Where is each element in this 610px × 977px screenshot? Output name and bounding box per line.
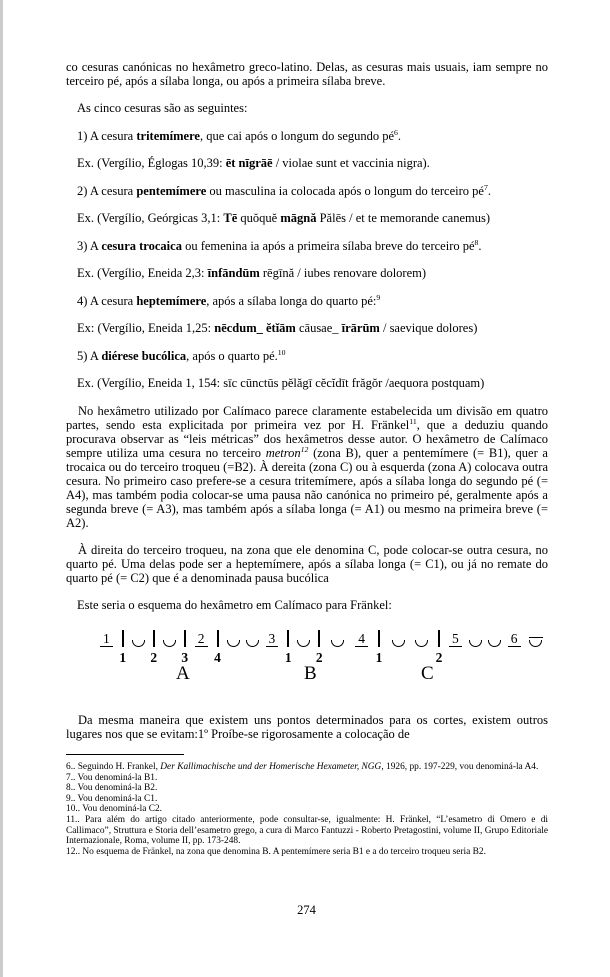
breve-mark xyxy=(331,640,344,647)
breve-mark xyxy=(392,640,405,647)
breve-mark xyxy=(469,640,482,647)
scheme-zone-letters xyxy=(96,663,548,693)
footnote xyxy=(66,783,548,794)
text-run: , após o quarto pé. xyxy=(186,348,278,363)
breve-glyph xyxy=(331,640,344,647)
text-run: Ex. (Vergílio, Eneida 1, 154: sīc cūnctūs pĕlăgī cĕcĭdīt frăgŏr /aequora postquam) xyxy=(77,376,485,390)
foot-number xyxy=(355,632,368,647)
bar-glyph xyxy=(184,630,186,647)
footnote xyxy=(66,847,548,858)
paragraph xyxy=(66,598,548,612)
text-run: diérese bucólica xyxy=(101,348,187,363)
position-number: 1 xyxy=(284,650,292,665)
text-run: Tē xyxy=(223,211,238,225)
text-run: Da mesma maneira que existem uns pontos determinados para os cortes, existem outros lugares nos que se evitam:1º Proíbe-se rigorosamente a colocação de xyxy=(66,713,548,741)
text-run: , que a deduziu quando procurava observar as “leis métricas” dos hexâmetros desse autor. O hexâmetro de Calímaco sempre utiliza uma cesura no terceiro xyxy=(66,417,549,460)
foot-number-text: 2 xyxy=(195,632,208,647)
text-run: No hexâmetro utilizado por Calímaco parece claramente estabelecida um divisão em quatro partes, sendo esta explicitada por primeira vez por H. Fränkel xyxy=(66,403,548,432)
text-run: Ex: (Vergílio, Eneida 1,25: xyxy=(77,321,215,335)
bar-glyph xyxy=(378,630,380,647)
text-run: māgnă xyxy=(280,211,317,225)
breve-mark xyxy=(132,640,145,647)
breve-mark xyxy=(415,640,428,647)
footnote-separator xyxy=(66,754,184,755)
text-run: īrārūm xyxy=(341,321,380,335)
paragraph xyxy=(66,294,548,308)
caesura-bar xyxy=(284,630,292,665)
paragraph xyxy=(66,266,548,280)
text-run: 11 xyxy=(409,416,417,426)
paragraph xyxy=(66,156,548,170)
caesura-bar xyxy=(214,630,221,665)
paragraph xyxy=(66,543,548,585)
bar-glyph xyxy=(153,630,155,647)
footnotes xyxy=(66,762,548,857)
macron-glyph xyxy=(529,637,543,638)
position-number: 3 xyxy=(181,650,189,665)
breve-mark xyxy=(297,640,310,647)
text-run: Pălēs / et te memorande canemus) xyxy=(316,211,491,225)
text-run: (zona B), quer a pentemímere (= B1), quer a trocaica ou do terceiro troqueu (=B2). À dereita (zona C) ou à esquerda (zona A) colocava outra cesura. No primeiro caso prefere-se a cesura tritemímere, após a sílaba longa do segundo pé (= A4), mas também podia colocar-se uma pausa não canónica no primeiro pé, geralmente após a segunda breve (= A3), mas também após a sílaba longa (= A1) ou mesmo na primeira breve (= A2). xyxy=(66,445,548,530)
text-run: 3) A xyxy=(77,238,102,253)
foot-number xyxy=(266,632,279,647)
breve-glyph xyxy=(297,640,310,647)
caesura-bar xyxy=(435,630,443,665)
text-run: 6 xyxy=(394,127,398,137)
paragraph xyxy=(66,184,548,198)
foot-number xyxy=(508,632,521,647)
bar-glyph xyxy=(217,630,219,647)
text-run: quŏquĕ xyxy=(237,211,281,225)
text-run: 7 xyxy=(483,182,488,192)
page-number: 274 xyxy=(297,903,316,917)
position-number: 2 xyxy=(150,650,158,665)
position-number: 4 xyxy=(214,650,221,665)
paragraph xyxy=(66,404,548,530)
position-number: 2 xyxy=(435,650,443,665)
breve-mark xyxy=(246,640,259,647)
anceps-mark xyxy=(529,637,543,647)
paragraph xyxy=(66,349,548,363)
text-run: , após a sílaba longa do quarto pé: xyxy=(206,293,377,308)
text-run: tritemímere xyxy=(136,128,200,143)
paragraph xyxy=(66,60,548,88)
breve-mark xyxy=(488,640,501,647)
main-paragraphs xyxy=(66,60,548,612)
breve-glyph xyxy=(392,640,405,647)
paragraph xyxy=(66,211,548,225)
text-run: rēgīnă / iubes renovare dolorem) xyxy=(259,266,427,280)
breve-mark xyxy=(163,640,176,647)
text-run: 12 xyxy=(300,444,309,454)
text-run: Ex. (Vergílio, Églogas 10,39: xyxy=(77,156,226,170)
text-run: . xyxy=(487,183,491,198)
text-run: Ex. (Vergílio, Geórgicas 3,1: xyxy=(77,211,224,225)
text-run: 8 xyxy=(474,237,479,247)
text-run: 8.. Vou denominá-la B2. xyxy=(66,783,158,794)
paragraph xyxy=(66,129,548,143)
footnote xyxy=(66,773,548,784)
foot-number xyxy=(195,632,208,647)
breve-glyph xyxy=(163,640,176,647)
foot-number-text: 1 xyxy=(100,632,113,647)
text-run: 4) A cesura xyxy=(77,293,137,308)
caesura-bar xyxy=(150,630,158,665)
position-number: 2 xyxy=(315,650,323,665)
text-run: 11.. Para além do artigo citado anteriormente, pode consultar-se, igualmente: H. Fränkel, “L’esametro di Omero e di Callimaco”, Struttura e Storia dell’esametro grego, a cura di Marco Fantuzzi - Roberto Pretagostini, volume II, Grupo Editoriale Internazionale, Roma, volume II, pp. 173-248. xyxy=(66,814,548,847)
footnote xyxy=(66,762,548,773)
zone-letter-c: C xyxy=(421,663,434,684)
position-number: 1 xyxy=(119,650,127,665)
foot-number-text: 5 xyxy=(449,632,462,647)
breve-glyph xyxy=(469,640,482,647)
zone-letter-b: B xyxy=(304,663,317,684)
caesura-bar xyxy=(119,630,127,665)
text-run: nēcdum_ ĕtĭām xyxy=(214,321,296,335)
text-run: heptemímere xyxy=(136,293,207,308)
breve-glyph xyxy=(227,640,240,647)
position-number: 1 xyxy=(375,650,383,665)
body-text xyxy=(66,60,548,857)
text-run: Este seria o esquema do hexâmetro em Calímaco para Fränkel: xyxy=(77,597,392,612)
text-run: 9 xyxy=(376,292,381,302)
paragraph xyxy=(66,713,548,741)
paragraph xyxy=(66,321,548,335)
breve-glyph xyxy=(488,640,501,647)
text-run: cāusae_ xyxy=(295,321,342,335)
foot-number-text: 4 xyxy=(355,632,368,647)
text-run: , que cai após o longum do segundo pé xyxy=(199,128,395,143)
text-run: Ex. (Vergílio, Eneida 2,3: xyxy=(77,266,208,280)
foot-number-text: 6 xyxy=(508,632,521,647)
after-scheme-paragraphs xyxy=(66,713,548,741)
breve-glyph xyxy=(529,640,542,647)
footnote xyxy=(66,804,548,815)
text-run: 9.. Vou denominá-la C1. xyxy=(66,793,158,804)
breve-glyph xyxy=(246,640,259,647)
text-run: ēt nīgrāē xyxy=(225,156,273,170)
hexameter-scheme-diagram xyxy=(96,625,548,697)
caesura-bar xyxy=(315,630,323,665)
text-run: 6.. Seguindo H. Frankel, xyxy=(66,762,161,772)
text-run: 10 xyxy=(277,347,286,357)
text-run: 1) A cesura xyxy=(77,128,137,143)
foot-number-text: 3 xyxy=(266,632,279,647)
foot-number xyxy=(100,632,113,647)
text-run: 12.. No esquema de Fränkel, na zona que denomina B. A pentemímere seria B1 e a do terceiro troqueu seria B2. xyxy=(66,846,486,857)
scheme-symbols-row xyxy=(96,625,548,665)
bar-glyph xyxy=(122,630,124,647)
breve-glyph xyxy=(415,640,428,647)
text-run: . xyxy=(478,238,482,253)
text-run: Der Kallimachische und der Homerische Hexameter, NGG xyxy=(160,762,382,772)
text-run: / violae sunt et vaccinia nigra). xyxy=(272,156,430,170)
text-run: , 1926, pp. 197-229, vou denominá-la A4. xyxy=(381,762,539,772)
text-run: cesura trocaica xyxy=(101,238,182,253)
text-run: 2) A cesura xyxy=(77,183,137,198)
text-run: . xyxy=(397,128,402,143)
foot-number xyxy=(449,632,462,647)
zone-letter-a: A xyxy=(176,663,190,684)
text-run: 5) A xyxy=(77,348,102,363)
breve-mark xyxy=(227,640,240,647)
text-run: ou femenina ia após a primeira sílaba breve do terceiro pé xyxy=(181,238,475,253)
text-run: 10.. Vou denominá-la C2. xyxy=(66,804,162,815)
text-run: pentemímere xyxy=(136,183,207,198)
footnote xyxy=(66,815,548,847)
caesura-bar xyxy=(375,630,383,665)
text-run: metron xyxy=(265,445,301,460)
text-run: co cesuras canónicas no hexâmetro greco-latino. Delas, as cesuras mais usuais, iam sempre no terceiro pé, após a sílaba longa, ou após a primeira sílaba breve. xyxy=(66,60,548,88)
text-run: As cinco cesuras são as seguintes: xyxy=(77,101,248,115)
text-run: À direita do terceiro troqueu, na zona que ele denomina C, pode colocar-se outra cesura, no quarto pé. Uma delas pode ser a heptemímere, após a sílaba longa (= C1), ou já no remate do quarto pé (= C2) que é a denominada pausa bucólica xyxy=(66,542,548,585)
breve-glyph xyxy=(132,640,145,647)
text-run: 7.. Vou denominá-la B1. xyxy=(66,772,158,783)
paragraph xyxy=(66,239,548,253)
text-run: ou masculina ia colocada após o longum do terceiro pé xyxy=(206,183,484,198)
bar-glyph xyxy=(318,630,320,647)
caesura-bar xyxy=(181,630,189,665)
bar-glyph xyxy=(438,630,440,647)
text-run: īnfāndūm xyxy=(207,266,260,280)
bar-glyph xyxy=(287,630,289,647)
text-run: / saevique dolores) xyxy=(379,321,478,335)
paragraph xyxy=(66,101,548,115)
footnote xyxy=(66,794,548,805)
paragraph xyxy=(66,376,548,390)
